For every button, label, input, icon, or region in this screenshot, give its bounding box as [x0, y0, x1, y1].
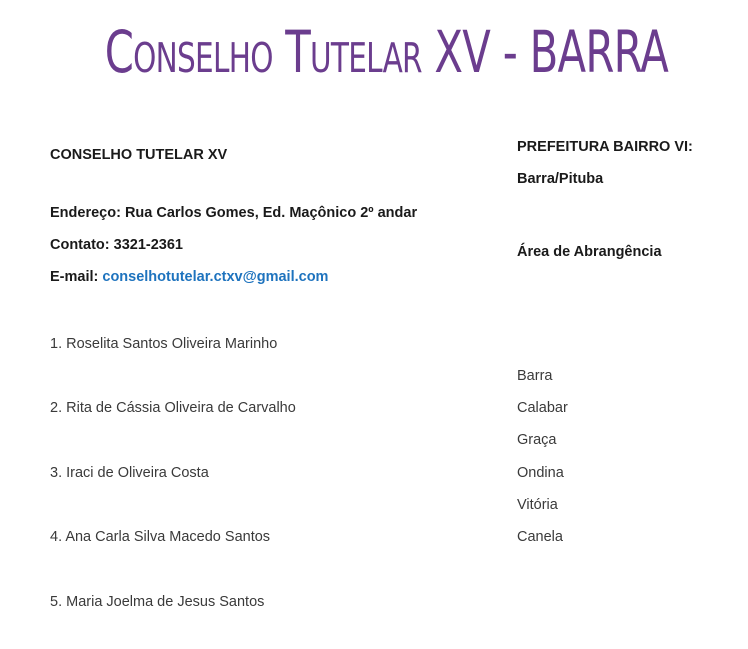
email-link[interactable]: conselhotutelar.ctxv@gmail.com: [102, 269, 329, 285]
page-title: Conselho Tutelar XV - BARRA: [104, 18, 669, 86]
email-label: E-mail:: [50, 269, 99, 285]
member-item-1: 1. Roselita Santos Oliveira Marinho: [50, 336, 278, 352]
prefeitura-value: Barra/Pituba: [517, 171, 604, 187]
address-value: Rua Carlos Gomes, Ed. Maçônico 2º andar: [124, 205, 418, 221]
address-line: [50, 203, 417, 223]
neighborhood-item-vitoria: Vitória: [517, 497, 558, 513]
contact-value: 3321-2361: [113, 237, 183, 253]
prefeitura-label: PREFEITURA BAIRRO VI:: [517, 139, 693, 155]
member-item-5: 5. Maria Joelma de Jesus Santos: [50, 594, 265, 610]
neighborhood-item-barra: Barra: [517, 368, 553, 384]
member-item-3: 3. Iraci de Oliveira Costa: [50, 465, 209, 481]
contact-line: [50, 235, 183, 255]
contact-label: Contato:: [50, 237, 110, 253]
neighborhood-item-canela: Canela: [517, 529, 563, 545]
neighborhood-item-ondina: Ondina: [517, 465, 564, 481]
area-heading: Área de Abrangência: [517, 244, 662, 260]
email-line: [50, 267, 328, 287]
address-label: Endereço:: [50, 205, 121, 221]
member-item-2: 2. Rita de Cássia Oliveira de Carvalho: [50, 400, 296, 416]
member-item-4: 4. Ana Carla Silva Macedo Santos: [50, 529, 271, 545]
council-heading: CONSELHO TUTELAR XV: [50, 147, 228, 163]
neighborhood-item-graca: Graça: [517, 432, 557, 448]
neighborhood-item-calabar: Calabar: [517, 400, 568, 416]
